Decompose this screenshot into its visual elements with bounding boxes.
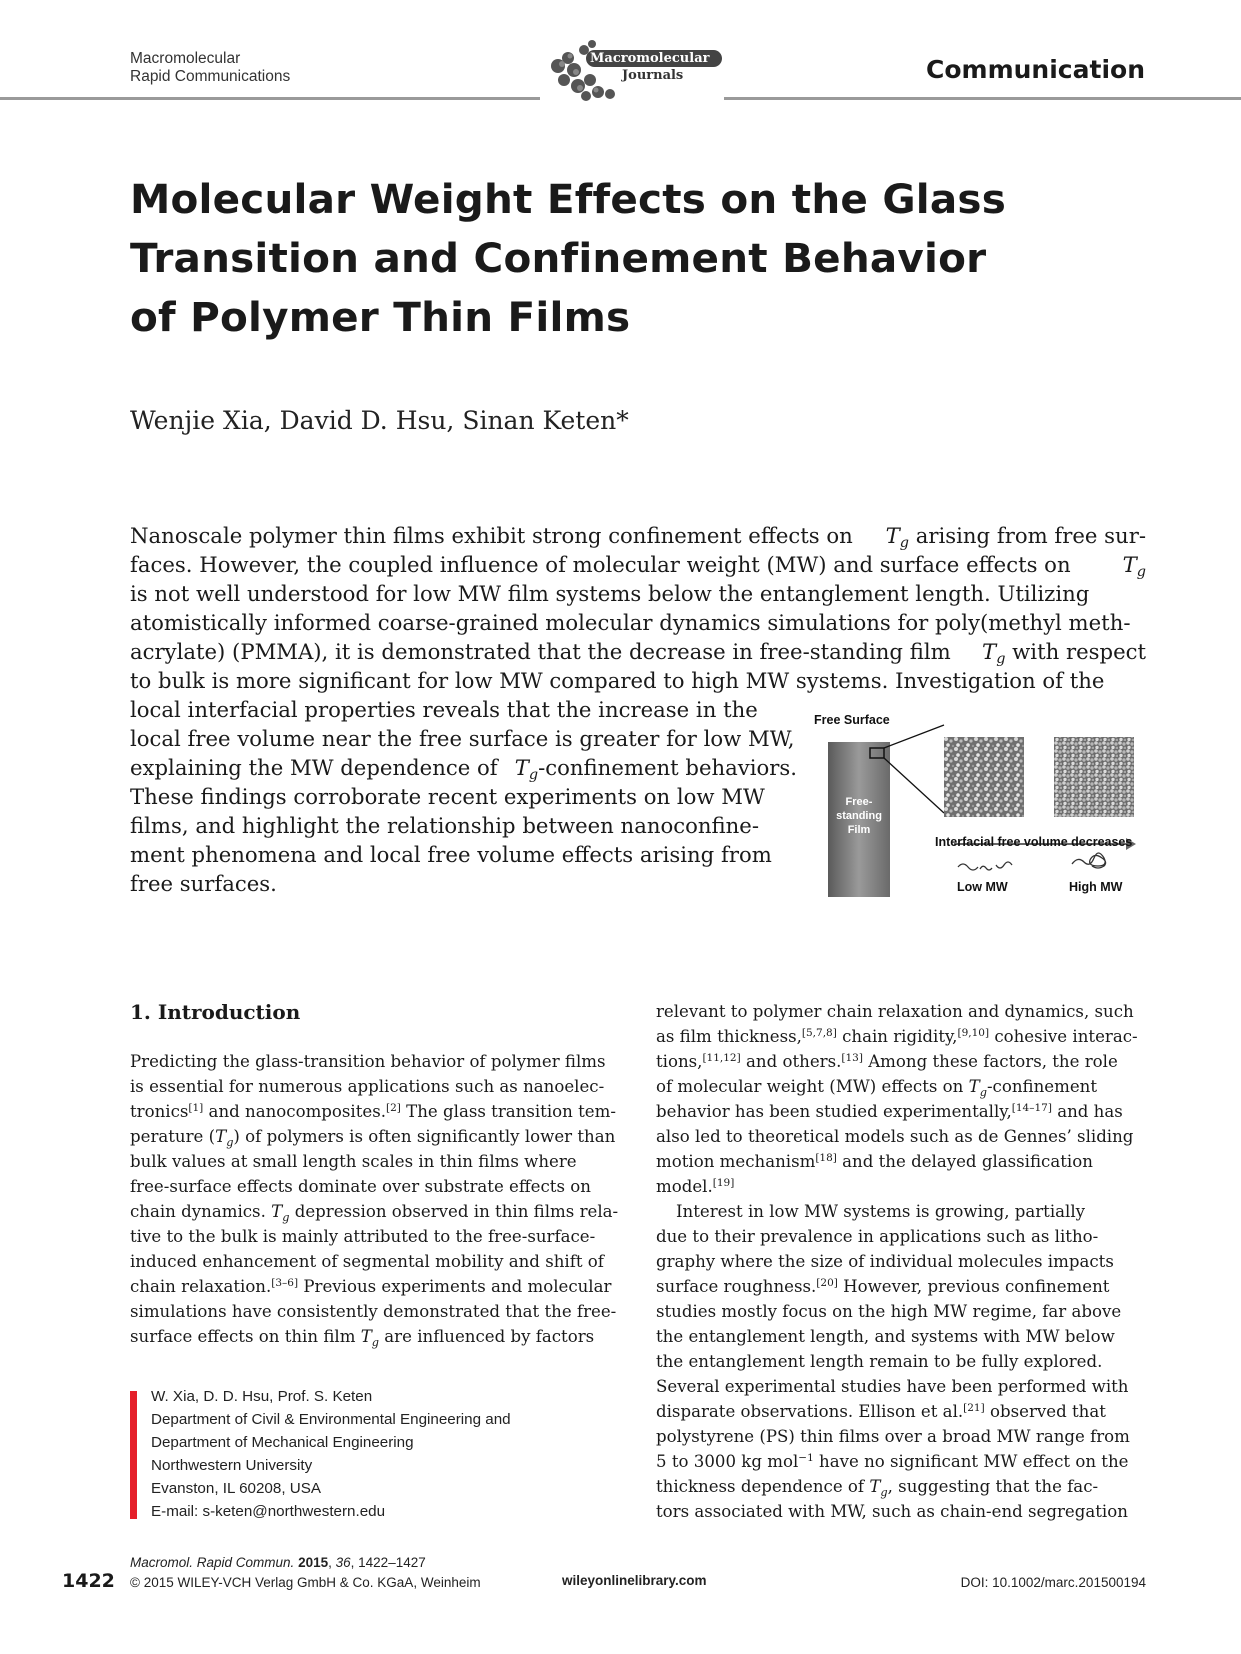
interfacial-caption: Interfacial free volume decreases [935,835,1133,849]
logo-text-macromolecular: Macromolecular [590,51,710,66]
logo-text-journals: Journals [622,68,684,83]
abstract-line: atomistically informed coarse-grained molecular dynamics simulations for poly(methyl meth- [130,610,1131,635]
body-line: Predicting the glass-transition behavior of polymer films [130,1052,606,1071]
abstract-line: explaining the MW dependence of $T_g$-confinement behaviors. [130,755,797,783]
body-line: bulk values at small length scales in thin films where [130,1152,577,1171]
film-label-line: standing [836,810,882,822]
body-line: Interest in low MW systems is growing, partially [676,1202,1086,1221]
body-line: 5 to 3000 kg mol$^{-1}$ have no significant MW effect on the [656,1452,1129,1471]
affiliation-line: Northwestern University [151,1457,313,1474]
affiliation-line: Evanston, IL 60208, USA [151,1480,321,1497]
body-line: tive to the bulk is mainly attributed to the free-surface- [130,1227,596,1246]
citation-line: Macromol. Rapid Commun. 2015, 36, 1422–1427 [130,1555,426,1570]
body-line: tronics[1] and nanocomposites.[2] The glass transition tem- [130,1102,616,1121]
body-line: behavior has been studied experimentally,[14–17] and has [656,1102,1123,1121]
abstract-line: local free volume near the free surface is greater for low MW, [130,726,795,751]
journal-name-line1: Macromolecular [130,50,241,67]
film-label-line: Free- [845,796,873,808]
wiley-site-link[interactable]: wileyonlinelibrary.com [562,1573,707,1588]
affiliation-block [151,1385,511,1523]
article-title [130,170,1010,347]
body-line: induced enhancement of segmental mobility and shift of [130,1252,604,1271]
copyright-line: © 2015 WILEY-VCH Verlag GmbH & Co. KGaA, Weinheim [130,1575,481,1590]
body-line: polystyrene (PS) thin films over a broad MW range from [656,1427,1130,1446]
body-line: tions,[11,12] and others.[13] Among these factors, the role [656,1052,1118,1071]
long-chains-icon [1072,853,1106,868]
body-line: perature $(T_g)$ of polymers is often significantly lower than [130,1127,616,1149]
body-line: as film thickness,[5,7,8] chain rigidity,[9,10] cohesive interac- [656,1027,1138,1046]
film-label-line: Film [847,824,871,836]
title-line: of Polymer Thin Films [130,293,631,341]
intro-left-column [130,1049,621,1349]
body-line: chain relaxation.[3–6] Previous experiments and molecular [130,1277,612,1296]
body-line: motion mechanism[18] and the delayed glassification [656,1152,1093,1171]
body-line: of molecular weight (MW) effects on $T_g$-confinement [656,1077,1098,1099]
body-line: graphy where the size of individual molecules impacts [656,1252,1114,1271]
low-mw-label: Low MW [957,880,1008,894]
journal-name [130,50,290,86]
film-label [828,795,890,837]
body-line: tors associated with MW, such as chain-end segregation [656,1502,1128,1521]
intro-right-column [656,999,1146,1524]
affiliation-email[interactable]: E-mail: s-keten@northwestern.edu [151,1503,386,1520]
abstract-line: acrylate) (PMMA), it is demonstrated that the decrease in free-standing film $T_g$ with respect [130,639,1146,667]
abstract-continued [130,695,797,898]
body-line: due to their prevalence in applications such as litho- [656,1227,1099,1246]
abstract-line: local interfacial properties reveals that the increase in the [130,697,758,722]
body-line: chain dynamics. $T_g$ depression observed in thin films rela- [130,1202,619,1224]
body-line: Several experimental studies have been performed with [656,1377,1129,1396]
body-line: the entanglement length remain to be fully explored. [656,1352,1103,1371]
section-heading-introduction: 1. Introduction [130,1000,301,1024]
journal-name-line2: Rapid Communications [130,68,291,85]
high-mw-label: High MW [1069,880,1123,894]
abstract-line: films, and highlight the relationship between nanoconfine- [130,813,759,838]
abstract-line: is not well understood for low MW film systems below the entanglement length. Utilizing [130,581,1090,606]
body-line: disparate observations. Ellison et al.[21] observed that [656,1402,1106,1421]
abstract-line: faces. However, the coupled influence of molecular weight (MW) and surface effects on $T_g$ [130,552,1146,580]
short-chains-icon [958,862,1012,870]
body-line: studies mostly focus on the high MW regime, far above [656,1302,1122,1321]
toc-graphic [814,713,1150,899]
body-line: is essential for numerous applications such as nanoelec- [130,1077,605,1096]
body-line: the entanglement length, and systems with MW below [656,1327,1115,1346]
abstract [130,521,1146,695]
abstract-line: free surfaces. [130,871,277,896]
affiliation-line: W. Xia, D. D. Hsu, Prof. S. Keten [151,1388,373,1405]
doi[interactable]: DOI: 10.1002/marc.201500194 [960,1575,1146,1590]
abstract-line: to bulk is more significant for low MW compared to high MW systems. Investigation of the [130,668,1105,693]
abstract-line: These findings corroborate recent experiments on low MW [130,784,765,809]
abstract-line: ment phenomena and local free volume effects arising from [130,842,772,867]
article-type: Communication [926,55,1145,84]
abstract-line: Nanoscale polymer thin films exhibit strong confinement effects on $T_g$ arising from free sur- [130,523,1146,551]
low-mw-snapshot [944,737,1024,817]
body-line: free-surface effects dominate over substrate effects on [130,1177,591,1196]
title-line: Transition and Confinement Behavior [130,234,987,282]
page-number: 1422 [62,1570,115,1592]
affiliation-accent-bar [130,1391,137,1519]
macromolecular-journals-logo [540,36,724,112]
free-surface-label: Free Surface [814,713,890,727]
high-mw-snapshot [1054,737,1134,817]
affiliation-line: Department of Civil & Environmental Engineering and [151,1411,511,1428]
affiliation-line: Department of Mechanical Engineering [151,1434,414,1451]
body-line: surface effects on thin film $T_g$ are influenced by factors [130,1327,595,1349]
body-line: simulations have consistently demonstrated that the free- [130,1302,617,1321]
title-line: Molecular Weight Effects on the Glass [130,175,1006,223]
body-line: also led to theoretical models such as de Gennes’ sliding [656,1127,1134,1146]
citation-block [130,1553,481,1593]
body-line: relevant to polymer chain relaxation and dynamics, such [656,1002,1134,1021]
body-line: model.[19] [656,1177,735,1196]
body-line: surface roughness.[20] However, previous confinement [656,1277,1110,1296]
body-line: thickness dependence of $T_g$, suggesting that the fac- [656,1477,1099,1499]
authors: Wenjie Xia, David D. Hsu, Sinan Keten* [130,406,629,435]
